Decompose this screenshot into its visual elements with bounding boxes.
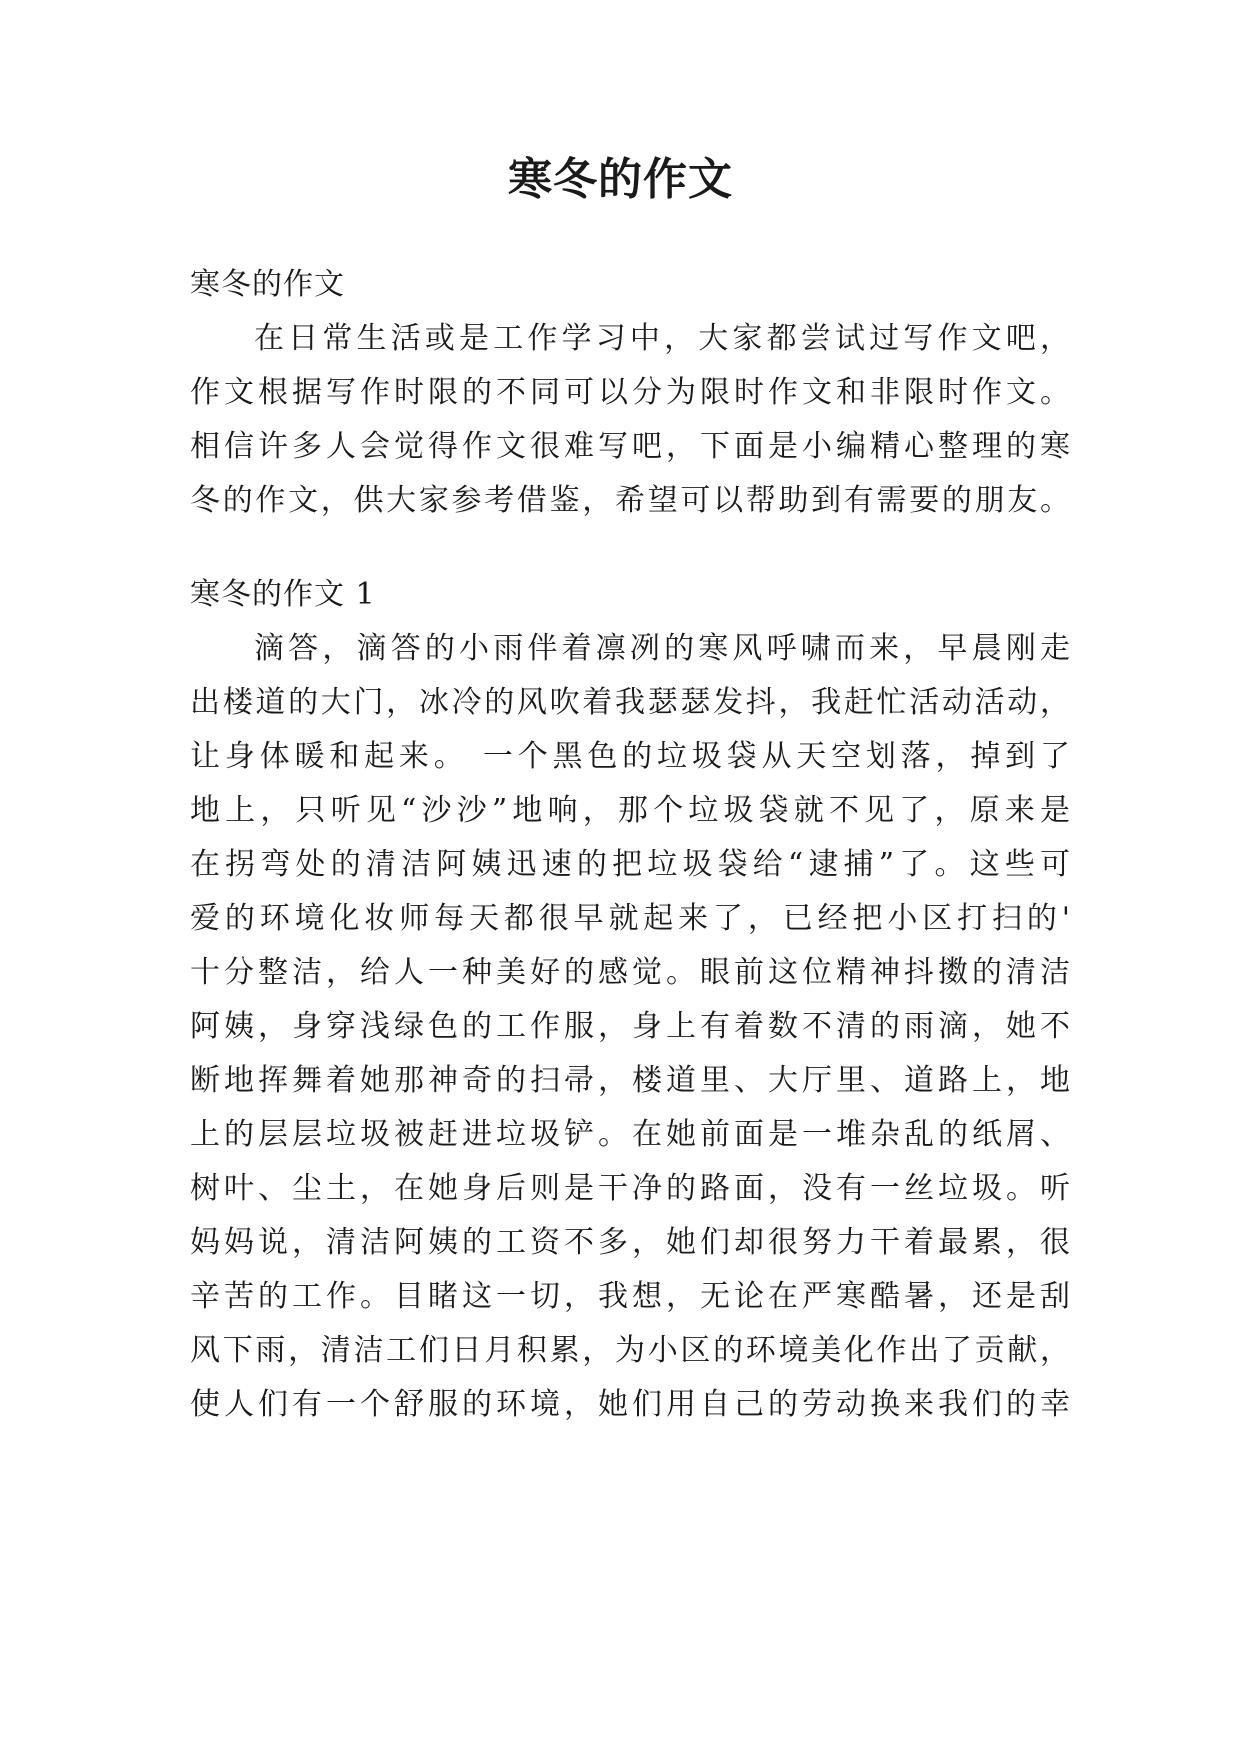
essay1-line: 使人们有一个舒服的环境，她们用自己的劳动换来我们的幸	[190, 1387, 1070, 1422]
essay1-line: 滴答，滴答的小雨伴着凛冽的寒风呼啸而来，早晨刚走	[254, 631, 1070, 666]
intro-line: 冬的作文，供大家参考借鉴，希望可以帮助到有需要的朋友。	[190, 483, 1070, 518]
essay1-line: 辛苦的工作。目睹这一切，我想，无论在严寒酷暑，还是刮	[190, 1279, 1070, 1314]
essay1-line: 在拐弯处的清洁阿姨迅速的把垃圾袋给“逮捕”了。这些可	[190, 847, 1070, 882]
essay1-heading: 寒冬的作文 1	[190, 577, 376, 612]
essay1-line: 阿姨，身穿浅绿色的工作服，身上有着数不清的雨滴，她不	[190, 1009, 1070, 1044]
intro-line: 在日常生活或是工作学习中，大家都尝试过写作文吧，	[254, 321, 1070, 356]
essay1-line: 十分整洁，给人一种美好的感觉。眼前这位精神抖擞的清洁	[190, 955, 1070, 990]
essay1-line: 树叶、尘土，在她身后则是干净的路面，没有一丝垃圾。听	[190, 1171, 1070, 1206]
essay1-line: 妈妈说，清洁阿姨的工资不多，她们却很努力干着最累，很	[190, 1225, 1070, 1260]
intro-heading: 寒冬的作文	[190, 267, 345, 302]
intro-line: 作文根据写作时限的不同可以分为限时作文和非限时作文。	[190, 375, 1070, 410]
page-title: 寒冬的作文	[508, 154, 733, 205]
essay1-line: 地上，只听见“沙沙”地响，那个垃圾袋就不见了，原来是	[190, 793, 1070, 828]
essay1-line: 让身体暖和起来。 一个黑色的垃圾袋从天空划落，掉到了	[190, 739, 1070, 774]
essay1-line: 爱的环境化妆师每天都很早就起来了，已经把小区打扫的'	[190, 901, 1070, 936]
essay1-line: 断地挥舞着她那神奇的扫帚，楼道里、大厅里、道路上，地	[190, 1063, 1070, 1098]
intro-line: 相信许多人会觉得作文很难写吧，下面是小编精心整理的寒	[190, 429, 1070, 464]
essay1-line: 上的层层垃圾被赶进垃圾铲。在她前面是一堆杂乱的纸屑、	[190, 1117, 1070, 1152]
essay1-line: 风下雨，清洁工们日月积累，为小区的环境美化作出了贡献，	[190, 1333, 1070, 1368]
essay1-line: 出楼道的大门，冰冷的风吹着我瑟瑟发抖，我赶忙活动活动，	[190, 685, 1070, 720]
